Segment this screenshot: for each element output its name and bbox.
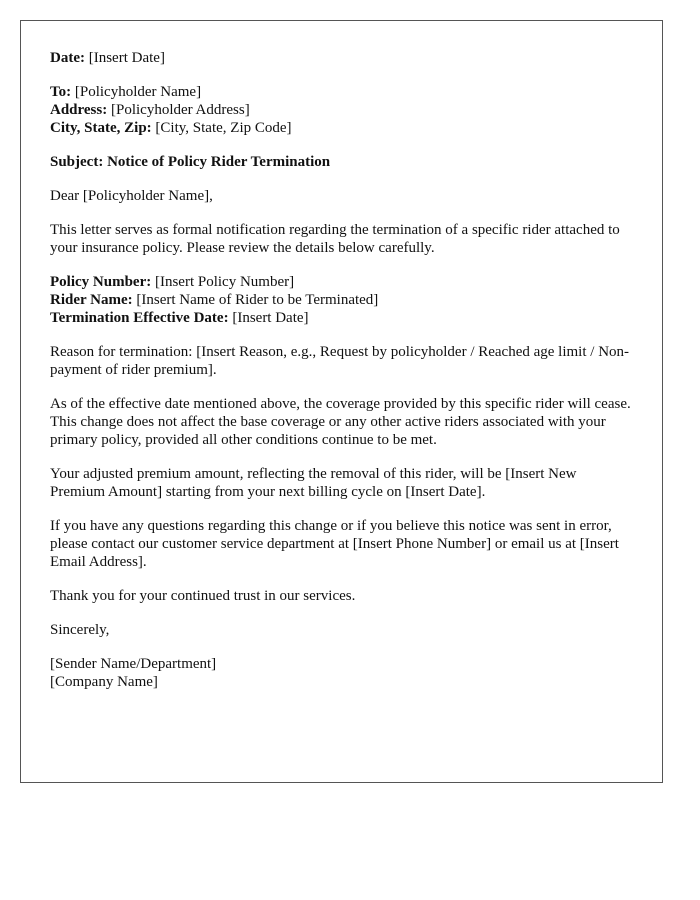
thanks-paragraph: Thank you for your continued trust in our services. xyxy=(50,588,356,604)
signature-block xyxy=(50,655,633,691)
to-value: [Policyholder Name] xyxy=(74,84,202,100)
to-label: To: xyxy=(50,84,72,100)
recipient-block xyxy=(50,83,633,137)
details-block xyxy=(50,273,633,327)
effective-date-label: Termination Effective Date: xyxy=(50,310,229,326)
intro-paragraph: This letter serves as formal notification regarding the termination of a specific rider attached to your insurance policy. Please review the details below carefully. xyxy=(50,222,620,256)
policy-number-label: Policy Number: xyxy=(50,274,152,290)
premium-paragraph: Your adjusted premium amount, reflecting the removal of this rider, will be [Insert New Premium Amount] starting from your next billing cycle on [Insert Date]. xyxy=(50,466,577,500)
city-label: City, State, Zip: xyxy=(50,120,152,136)
subject-line: Subject: Notice of Policy Rider Termination xyxy=(50,154,331,170)
reason-paragraph: Reason for termination: [Insert Reason, e.g., Request by policyholder / Reached age limit / Non-payment of rider premium]. xyxy=(50,344,630,378)
date-value: [Insert Date] xyxy=(88,50,165,66)
closing: Sincerely, xyxy=(50,622,110,638)
coverage-paragraph: As of the effective date mentioned above, the coverage provided by this specific rider will cease. This change does not affect the base coverage or any other active riders associated with your primary policy, provided all other conditions continue to be met. xyxy=(50,396,631,448)
date-label: Date: xyxy=(50,50,85,66)
letter xyxy=(20,20,663,783)
contact-paragraph: If you have any questions regarding this change or if you believe this notice was sent in error, please contact our customer service department at [Insert Phone Number] or email us at [Insert Email Address]. xyxy=(50,518,619,570)
rider-name-value: [Insert Name of Rider to be Terminated] xyxy=(136,292,379,308)
city-value: [City, State, Zip Code] xyxy=(155,120,292,136)
sender-name: [Sender Name/Department] xyxy=(50,656,217,672)
policy-number-value: [Insert Policy Number] xyxy=(154,274,295,290)
address-value: [Policyholder Address] xyxy=(110,102,250,118)
address-label: Address: xyxy=(50,102,108,118)
salutation: Dear [Policyholder Name], xyxy=(50,188,213,204)
date-line xyxy=(50,49,633,67)
company-name: [Company Name] xyxy=(50,674,158,690)
rider-name-label: Rider Name: xyxy=(50,292,133,308)
effective-date-value: [Insert Date] xyxy=(232,310,309,326)
